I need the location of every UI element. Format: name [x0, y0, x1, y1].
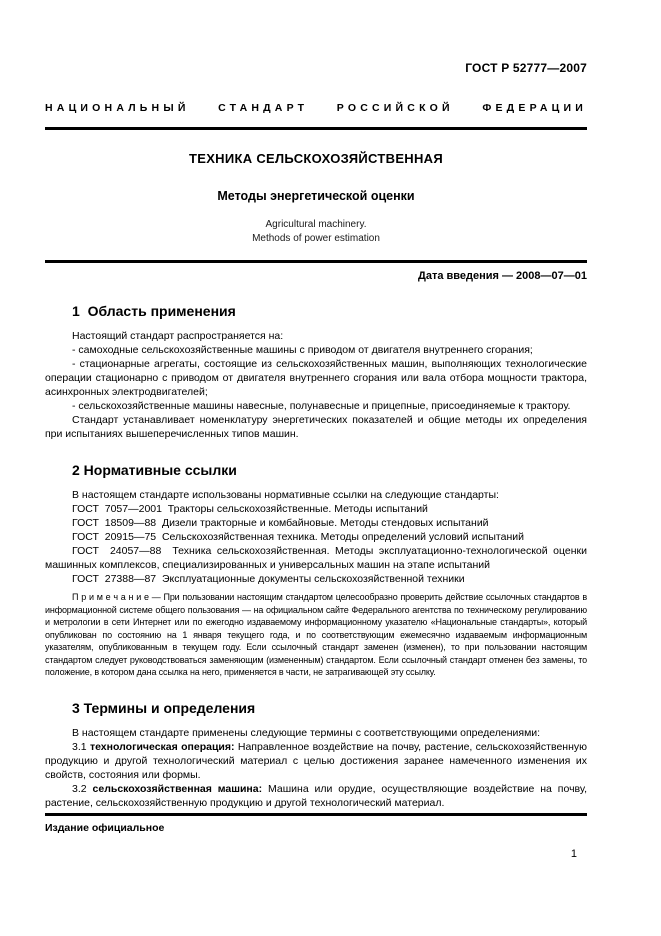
- effective-date: Дата введения — 2008—07—01: [418, 270, 587, 282]
- section-2-heading: 2 Нормативные ссылки: [72, 462, 237, 478]
- term-name: технологическая операция:: [89, 740, 235, 753]
- normative-ref: ГОСТ 24057—88 Техника сельскохозяйственная. Методы эксплуатационно-технологической оценки машинных комплексов, специализированных и универсальных машин на этапе испытаний: [45, 545, 590, 571]
- footer-rule: [45, 813, 587, 816]
- page-content: [45, 0, 590, 834]
- section-3-heading: 3 Термины и определения: [72, 699, 256, 716]
- title-english: [45, 218, 587, 246]
- official-edition-note: Издание официальное: [45, 821, 165, 834]
- normative-ref: ГОСТ 7057—2001 Тракторы сельскохозяйственные. Методы испытаний: [72, 503, 428, 515]
- title-english-line1: Agricultural machinery.: [265, 219, 367, 230]
- note-text: При пользовании настоящим стандартом целесообразно проверить действие ссылочных стандартов в информационной системе общего пользования — на официальном сайте Федерального агентства по техническому регулированию и метрологии в сети Интернет или по ежегодно издаваемому информационному указателю «Национальные стандарты», который опубликован по состоянию на 1 января текущего года, и по соответствующим ежемесячно издаваемым информационным указателям, опубликованным в текущем году. Если ссылочный стандарт заменен (изменен), то при пользовании настоящим стандартом следует руководствоваться заменяющим (измененным) стандартом. Если ссылочный стандарт отменен без замены, то положение, в котором дана ссылка на него, применяется в части, не затрагивающей эту ссылку.: [45, 592, 587, 677]
- section-2-intro: В настоящем стандарте использованы нормативные ссылки на следующие стандарты:: [72, 489, 499, 501]
- section-1-heading: 1 Область применения: [72, 303, 236, 319]
- national-standard-banner: НАЦИОНАЛЬНЫЙ СТАНДАРТ РОССИЙСКОЙ ФЕДЕРАЦИИ: [45, 102, 587, 114]
- standard-code: ГОСТ Р 52777—2007: [465, 61, 587, 75]
- section-1-item-2: - стационарные агрегаты, состоящие из сельскохозяйственных машин, выполняющих технологические операции стационарно с приводом от двигателя внутреннего сгорания или вала отбора мощности трактора, асинхронных электродвигателей;: [45, 358, 587, 398]
- note-paragraph: [45, 591, 587, 679]
- page-number: 1: [570, 848, 577, 860]
- header-rule: [45, 127, 587, 130]
- section-1-intro: Настоящий стандарт распространяется на:: [72, 330, 284, 342]
- term-number: 3.2: [72, 782, 87, 795]
- title-russian-sub: Методы энергетической оценки: [217, 189, 415, 203]
- term-definition-3-2: [45, 782, 587, 810]
- term-text: Направленное воздействие на почву, растение, сельскохозяйственную продукцию и другой технологический материал с целью достижения заранее намеченного изменения их свойств, состояния или формы.: [45, 740, 588, 781]
- normative-ref: ГОСТ 18509—88 Дизели тракторные и комбайновые. Методы стендовых испытаний: [72, 517, 489, 529]
- section-1-item-1: - самоходные сельскохозяйственные машины с приводом от двигателя внутреннего сгорания;: [72, 344, 533, 356]
- normative-ref: ГОСТ 27388—87 Эксплуатационные документы сельскохозяйственной техники: [72, 573, 465, 585]
- note-label: П р и м е ч а н и е —: [72, 592, 161, 602]
- title-separator-rule: [45, 260, 587, 263]
- section-3-intro: В настоящем стандарте применены следующие термины с соответствующими определениями:: [72, 726, 541, 739]
- section-1-item-3: - сельскохозяйственные машины навесные, полунавесные и прицепные, присоединяемые к трактору.: [72, 400, 571, 412]
- title-russian-main: ТЕХНИКА СЕЛЬСКОХОЗЯЙСТВЕННАЯ: [188, 151, 444, 166]
- normative-ref: ГОСТ 20915—75 Сельскохозяйственная техника. Методы определений условий испытаний: [72, 531, 524, 543]
- section-1-closing: Стандарт устанавливает номенклатуру энергетических показателей и общие методы их определения при испытаниях вышеперечисленных типов машин.: [45, 414, 587, 440]
- term-name: сельскохозяйственная машина:: [92, 782, 263, 795]
- term-text: Машина или орудие, осуществляющие воздействие на почву, растение, сельскохозяйственную продукцию и другой технологический материал.: [45, 782, 588, 809]
- term-definition-3-1: [45, 740, 587, 782]
- term-number: 3.1: [72, 740, 87, 753]
- title-english-line2: Methods of power estimation: [252, 233, 380, 244]
